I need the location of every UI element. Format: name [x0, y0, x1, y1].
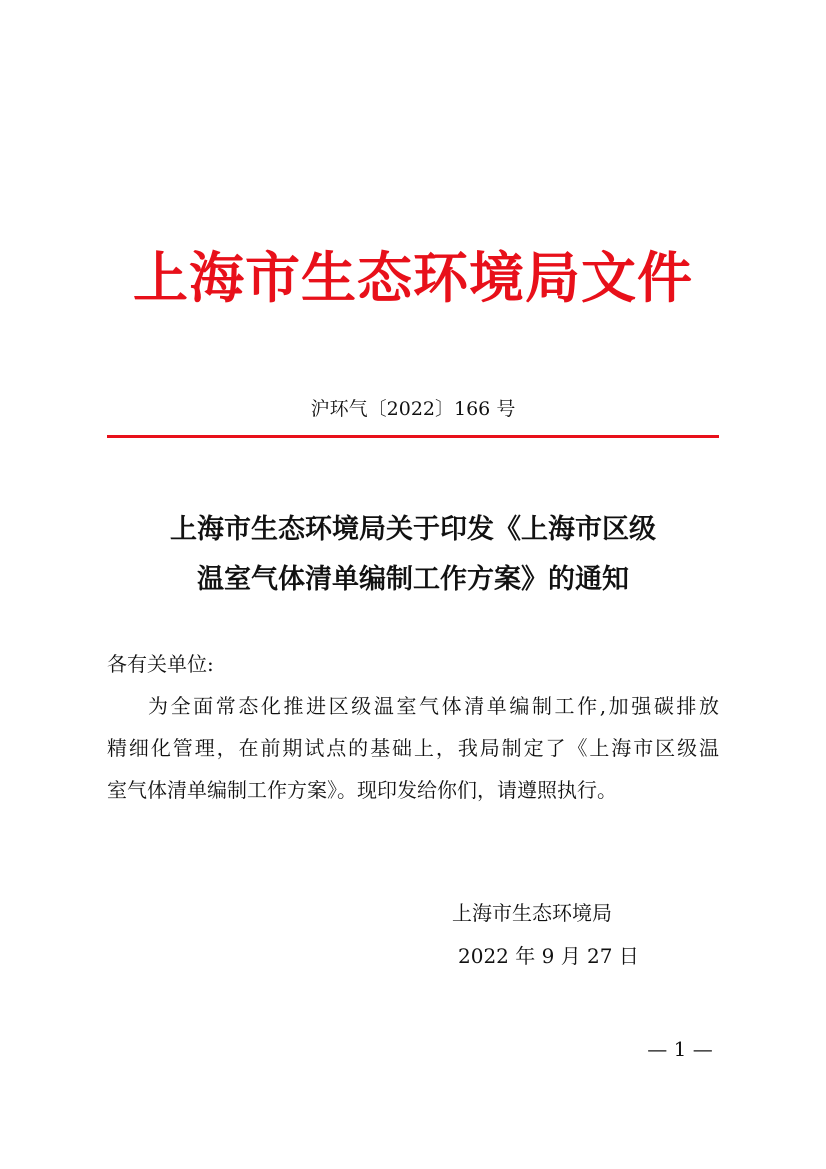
notice-title-line-1: 上海市生态环境局关于印发《上海市区级 — [170, 514, 656, 545]
body-paragraph-line-1: 为全面常态化推进区级温室气体清单编制工作,加强碳排放 — [148, 694, 719, 718]
issue-date: 2022 年 9 月 27 日 — [458, 944, 639, 968]
salutation: 各有关单位: — [107, 652, 214, 676]
red-divider-rule — [107, 435, 719, 438]
body-paragraph-line-3: 室气体清单编制工作方案》。现印发给你们，请遵照执行。 — [107, 778, 617, 802]
document-number: 沪环气〔2022〕166 号 — [310, 398, 516, 420]
issuing-authority: 上海市生态环境局 — [452, 901, 612, 925]
page-number: — 1 — — [647, 1037, 713, 1061]
notice-title-line-2: 温室气体清单编制工作方案》的通知 — [197, 564, 629, 595]
body-paragraph-line-2: 精细化管理，在前期试点的基础上，我局制定了《上海市区级温 — [107, 736, 719, 760]
masthead-title: 上海市生态环境局文件 — [132, 245, 693, 310]
